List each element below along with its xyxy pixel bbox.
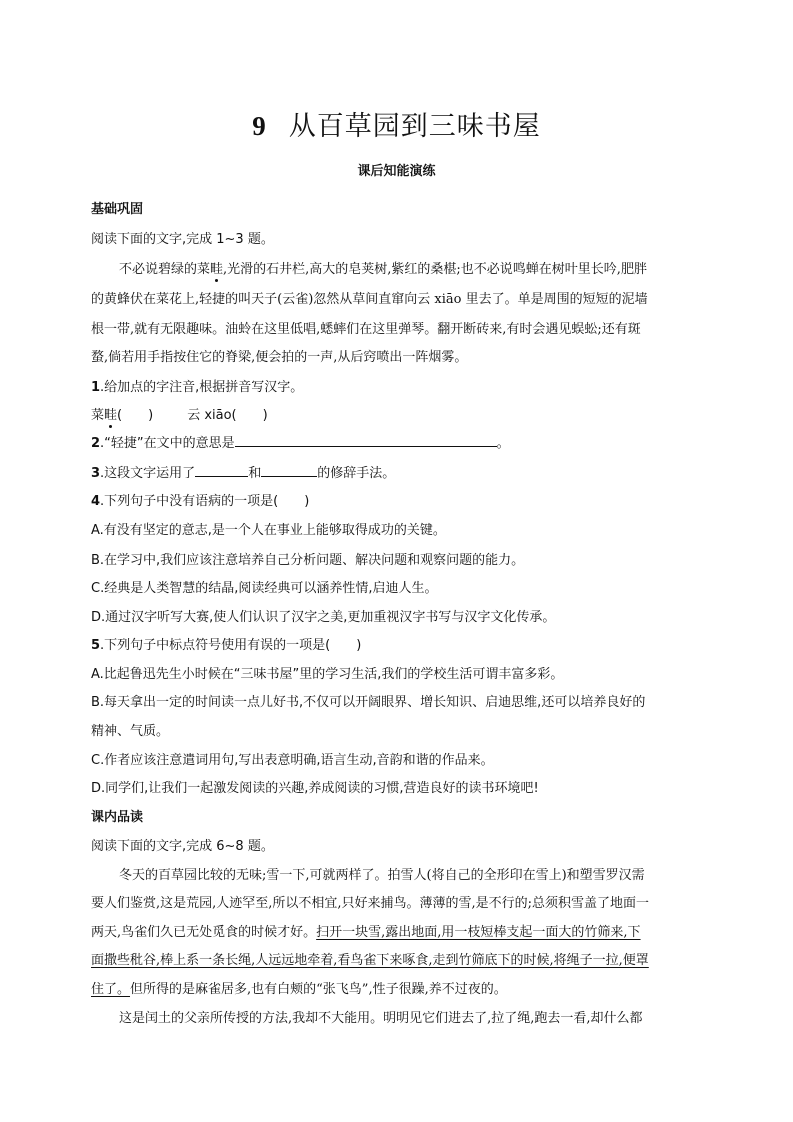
- passage1-line-3: 根一带,就有无限趣味。油蛉在这里低唱,蟋蟀们在这里弹琴。翻开断砖来,有时会遇见蜈蚣;还有斑: [91, 322, 641, 337]
- page-title: [0, 104, 793, 143]
- passage2-line-1: 冬天的百草园比较的无味;雪一下,可就两样了。拍雪人(将自己的全形印在雪上)和塑雪罗汉需: [119, 868, 645, 883]
- question-4: 4.下列句子中没有语病的一项是( ): [91, 494, 310, 509]
- question-5-option-b-line-2: 精神、气质。: [91, 724, 170, 739]
- question-5: 5.下列句子中标点符号使用有误的一项是( ): [91, 638, 362, 653]
- section-subtitle: 课后知能演练: [357, 164, 436, 179]
- question-3: 3.这段文字运用了 和 的修辞手法。: [91, 466, 396, 481]
- passage2-line-2: 要人们鉴赏,这是荒园,人迹罕至,所以不相宜,只好来捕鸟。薄薄的雪,是不行的;总须积雪盖了地面一: [91, 896, 650, 911]
- answer-line-2[interactable]: [235, 434, 497, 447]
- instruction-2: 阅读下面的文字,完成 6~8 题。: [91, 839, 274, 854]
- answer-blank-a[interactable]: ( ): [117, 408, 154, 423]
- answer-line-3b[interactable]: [261, 464, 317, 477]
- question-5-option-d: D.同学们,让我们一起激发阅读的兴趣,养成阅读的习惯,营造良好的读书环境吧!: [91, 781, 539, 796]
- underlined-sentence: 住了。: [91, 982, 131, 997]
- section-heading-reading: 课内品读: [91, 810, 144, 825]
- question-1: 1.给加点的字注音,根据拼音写汉字。: [91, 380, 304, 395]
- question-4-option-c: C.经典是人类智慧的结晶,阅读经典可以涵养性情,启迪人生。: [91, 581, 438, 596]
- passage2-line-4: [91, 949, 649, 968]
- lesson-title: 从百草园到三味书屋: [288, 111, 541, 142]
- question-4-option-b: B.在学习中,我们应该注意培养自己分析问题、解决问题和观察问题的能力。: [91, 553, 525, 568]
- lesson-number: 9: [252, 111, 267, 141]
- passage1-line-2: 的黄蜂伏在菜花上,轻捷的叫天子(云雀)忽然从草间直窜向云 xiāo 里去了。单是周围的短短的泥墙: [91, 292, 648, 307]
- passage2-line-5: 住了。但所得的是麻雀居多,也有白颊的“张飞鸟”,性子很躁,养不过夜的。: [91, 982, 507, 997]
- question-5-option-b-line-1: B.每天拿出一定的时间读一点儿好书,不仅可以开阔眼界、增长知识、启迪思维,还可以培养良好的: [91, 695, 646, 710]
- question-4-option-d: D.通过汉字听写大赛,使人们认识了汉字之美,更加重视汉字书写与汉字文化传承。: [91, 610, 556, 625]
- question-4-option-a: A.有没有坚定的意志,是一个人在事业上能够取得成功的关键。: [91, 523, 446, 538]
- passage2-line-6: 这是闰土的父亲所传授的方法,我却不大能用。明明见它们进去了,拉了绳,跑去一看,却什么都: [119, 1011, 643, 1026]
- question-5-option-a: A.比起鲁迅先生小时候在“三味书屋”里的学习生活,我们的学校生活可谓丰富多彩。: [91, 667, 564, 682]
- dotted-character: 畦: [210, 262, 224, 277]
- question-2: 2.“轻捷”在文中的意思是 。: [91, 436, 510, 451]
- question-1-items: 菜畦( ) 云 xiāo( ): [91, 408, 268, 423]
- underlined-sentence: 扫开一块雪,露出地面,用一枝短棒支起一面大的竹筛来,下: [316, 925, 641, 940]
- passage1-line-4: 蝥,倘若用手指按住它的脊梁,便会拍的一声,从后窍喷出一阵烟雾。: [91, 350, 468, 365]
- section-heading-basics: 基础巩固: [91, 202, 144, 217]
- answer-blank-b[interactable]: 云 xiāo( ): [187, 408, 268, 423]
- instruction-1: 阅读下面的文字,完成 1~3 题。: [91, 232, 274, 247]
- dotted-character: 畦: [104, 408, 118, 423]
- question-5-option-c: C.作者应该注意遣词用句,写出表意明确,语言生动,音韵和谐的作品来。: [91, 753, 494, 768]
- answer-line-3a[interactable]: [195, 464, 248, 477]
- passage1-line-1: 不必说碧绿的菜畦,光滑的石井栏,高大的皂荚树,紫红的桑椹;也不必说鸣蝉在树叶里长吟,肥胖: [119, 262, 647, 277]
- passage2-line-3: 两天,鸟雀们久已无处觅食的时候才好。扫开一块雪,露出地面,用一枝短棒支起一面大的竹筛来,下: [91, 925, 641, 940]
- underlined-sentence: 面撒些秕谷,棒上系一条长绳,人远远地牵着,看鸟雀下来啄食,走到竹筛底下的时候,将绳子一拉,便罩: [91, 953, 649, 968]
